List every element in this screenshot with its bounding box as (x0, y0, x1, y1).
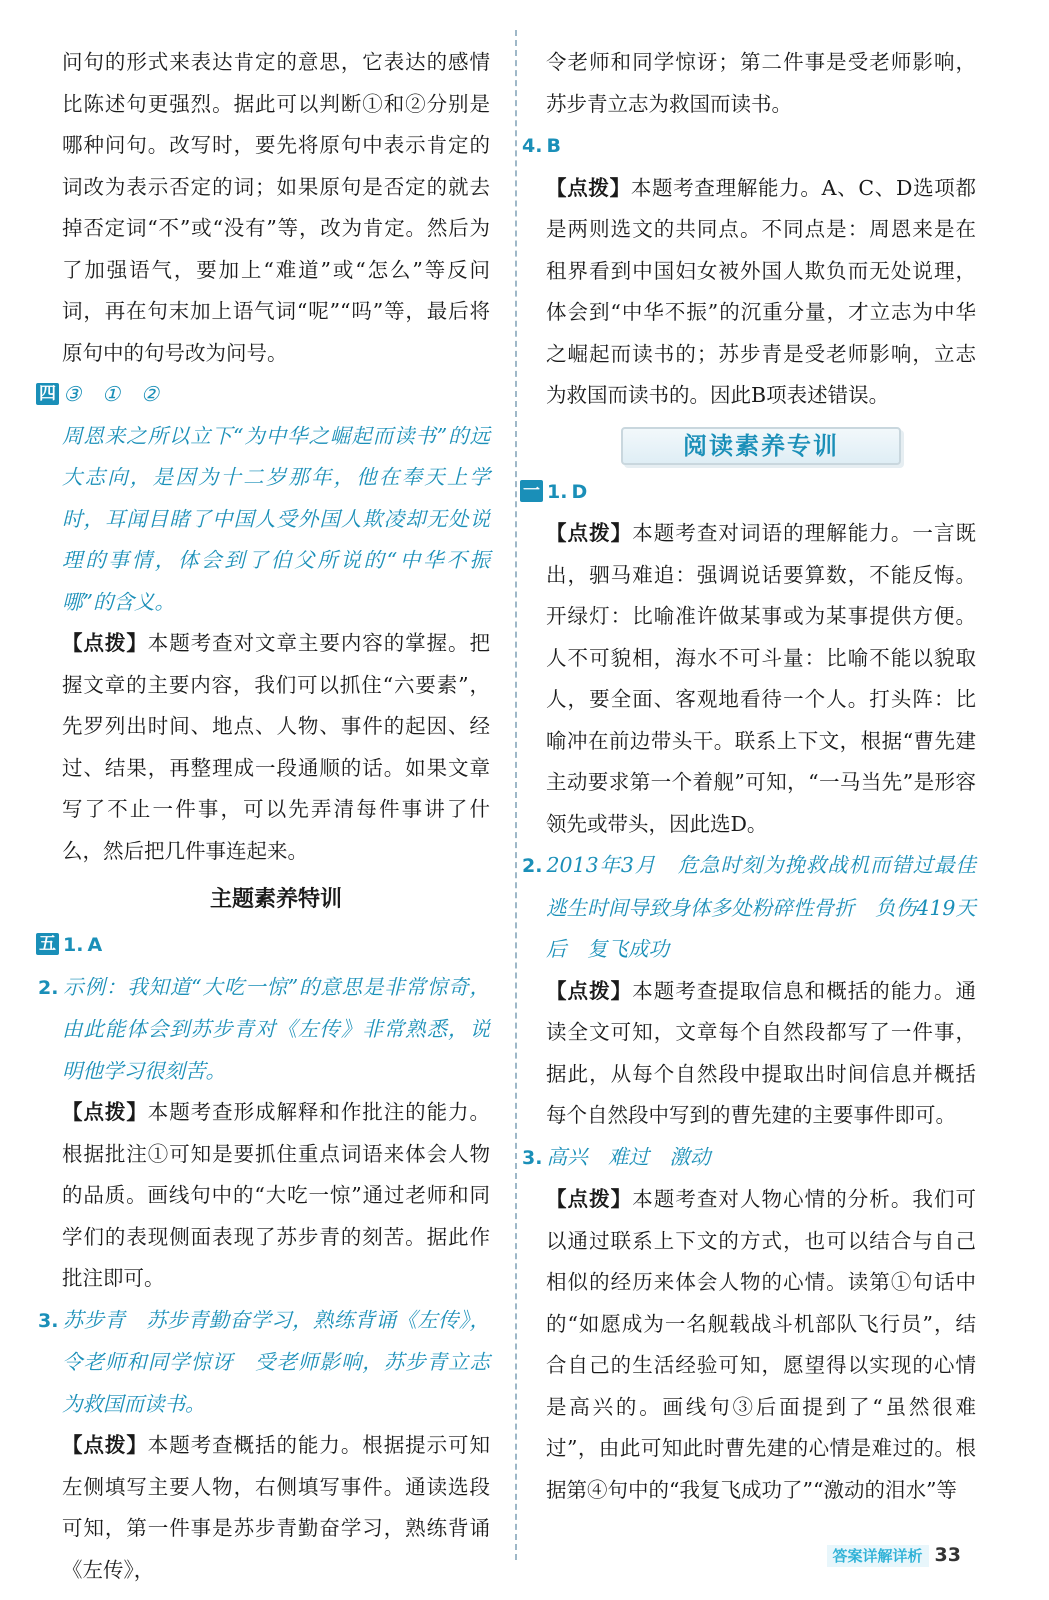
column-divider (515, 30, 517, 1560)
tip-text: 本题考查提取信息和概括的能力。通读全文可知，文章每个自然段都写了一件事，据此，从每个自然段中提取出时间信息并概括每个自然段中写到的曹先建的主要事件即可。 (546, 978, 977, 1127)
question-number: 4. (522, 135, 543, 157)
tip-text: 本题考查对人物心情的分析。我们可以通过联系上下文的方式，也可以结合与自己相似的经历来体会人物的心情。读第①句话中的“如愿成为一名舰载战斗机部队飞行员”，结合自己的生活经验可知，愿望得以实现的心情是高兴的。画线句③后面提到了“虽然很难过”，由此可知此时曹先建的心情是难过的。根据第④句中的“我复飞成功了”“激动的泪水”等 (546, 1187, 977, 1502)
question-4-tip (62, 623, 490, 872)
section-1-label: 一 (520, 480, 543, 502)
question-5-3 (38, 1300, 490, 1426)
question-4-answer-text: 周恩来之所以立下“为中华之崛起而读书”的远大志向，是因为十二岁那年，他在奉天上学时，耳闻目睹了中国人受外国人欺凌却无处说理的事情，体会到了伯父所说的“中华不振哪”的含义。 (62, 423, 490, 614)
question-5-2-tip (62, 1092, 490, 1300)
question-2 (522, 845, 976, 971)
question-5-3-tip (62, 1425, 490, 1591)
tip-label: 【点拨】 (62, 1100, 148, 1124)
tip-label: 【点拨】 (546, 1187, 633, 1211)
question-2-answer: 2013年3月 危急时刻为挽救战机而错过最佳逃生时间导致身体多处粉碎性骨折 负伤419天后 复飞成功 (546, 853, 976, 961)
tip-label: 【点拨】 (546, 175, 631, 200)
left-column (38, 42, 491, 1591)
tip-text: 本题考查对文章主要内容的掌握。把握文章的主要内容，我们可以抓住“六要素”，先罗列出时间、地点、人物、事件的起因、经过、结果，再整理成一段通顺的话。如果文章写了不止一件事，可以先弄清每件事讲了什么，然后把几件事连起来。 (62, 631, 491, 863)
question-4-answer: B (546, 135, 561, 157)
right-column (522, 42, 977, 1511)
question-5-label: 五 (36, 933, 59, 955)
question-4-tip (546, 168, 976, 417)
question-1-tip (546, 513, 976, 845)
question-number: 3. (38, 1309, 59, 1332)
question-number: 1. (547, 480, 568, 503)
question-number: 2. (522, 855, 543, 877)
question-4 (522, 125, 976, 168)
tip-text: 本题考查理解能力。A、C、D选项都是两则选文的共同点。不同点是：周恩来是在租界看到中国妇女被外国人欺负而无处说理，体会到“中华不振”的沉重分量，才立志为中华之崛起而读书的；苏步青是受老师影响，立志为救国而读书的。因此B项表述错误。 (546, 175, 976, 407)
section-banner: 阅读素养专训 (621, 427, 901, 465)
question-4-answer-line (39, 374, 490, 416)
tip-label: 【点拨】 (62, 631, 148, 655)
paragraph-continued: 令老师和同学惊讶；第二件事是受老师影响，苏步青立志为救国而读书。 (546, 50, 976, 116)
footer-label: 答案详解详析 (827, 1545, 929, 1567)
question-3 (522, 1137, 976, 1180)
page-footer (827, 1544, 961, 1566)
page-number: 33 (934, 1544, 961, 1566)
tip-label: 【点拨】 (546, 978, 633, 1003)
question-1 (523, 471, 976, 514)
section-title: 主题素养特训 (209, 887, 342, 912)
question-number: 3. (522, 1146, 543, 1169)
tip-label: 【点拨】 (62, 1433, 148, 1457)
question-2-tip (546, 971, 976, 1137)
paragraph-continued: 问句的形式来表达肯定的意思，它表达的感情比陈述句更强烈。据此可以判断①和②分别是哪种问句。改写时，要先将原句中表示肯定的词改为表示否定的词；如果原句是否定的就去掉否定词“不”或“没有”等，改为肯定。然后为了加强语气，要加上“难道”或“怎么”等反问词，再在句末加上语气词“呢”“吗”等，最后将原句中的句号改为问号。 (62, 50, 490, 365)
tip-label: 【点拨】 (546, 521, 633, 545)
question-number: 2. (38, 976, 59, 999)
question-number: 1. (63, 934, 84, 956)
question-1-answer: D (571, 480, 588, 503)
tip-text: 本题考查对词语的理解能力。一言既出，驷马难追：强调说话要算数，不能反悔。开绿灯：比喻准许做某事或为某事提供方便。人不可貌相，海水不可斗量：比喻不能以貌取人，要全面、客观地看待一个人。打头阵：比喻冲在前边带头干。联系上下文，根据“曹先建主动要求第一个着舰”可知，“一马当先”是形容领先或带头，因此选D。 (546, 521, 977, 836)
question-5-1-answer: A (87, 934, 103, 956)
question-3-answer: 高兴 难过 激动 (546, 1144, 711, 1169)
question-5-3-answer: 苏步青 苏步青勤奋学习，熟练背诵《左传》，令老师和同学惊讶 受老师影响，苏步青立志为救国而读书。 (62, 1307, 490, 1416)
question-4-label: 四 (36, 383, 59, 405)
question-5-2 (38, 967, 490, 1093)
question-3-tip (546, 1179, 976, 1511)
tip-text: 本题考查形成解释和作批注的能力。根据批注①可知是要抓住重点词语来体会人物的品质。画线句中的“大吃一惊”通过老师和同学们的表现侧面表现了苏步青的刻苦。据此作批注即可。 (62, 1100, 491, 1290)
question-5-1 (39, 924, 490, 967)
question-4-answer: ③ ① ② (63, 382, 160, 406)
question-5-2-answer: 示例：我知道“大吃一惊”的意思是非常惊奇，由此能体会到苏步青对《左传》非常熟悉，说明他学习很刻苦。 (62, 974, 490, 1083)
tip-text: 本题考查概括的能力。根据提示可知左侧填写主要人物，右侧填写事件。通读选段可知，第一件事是苏步青勤奋学习，熟练背诵《左传》， (62, 1433, 491, 1582)
